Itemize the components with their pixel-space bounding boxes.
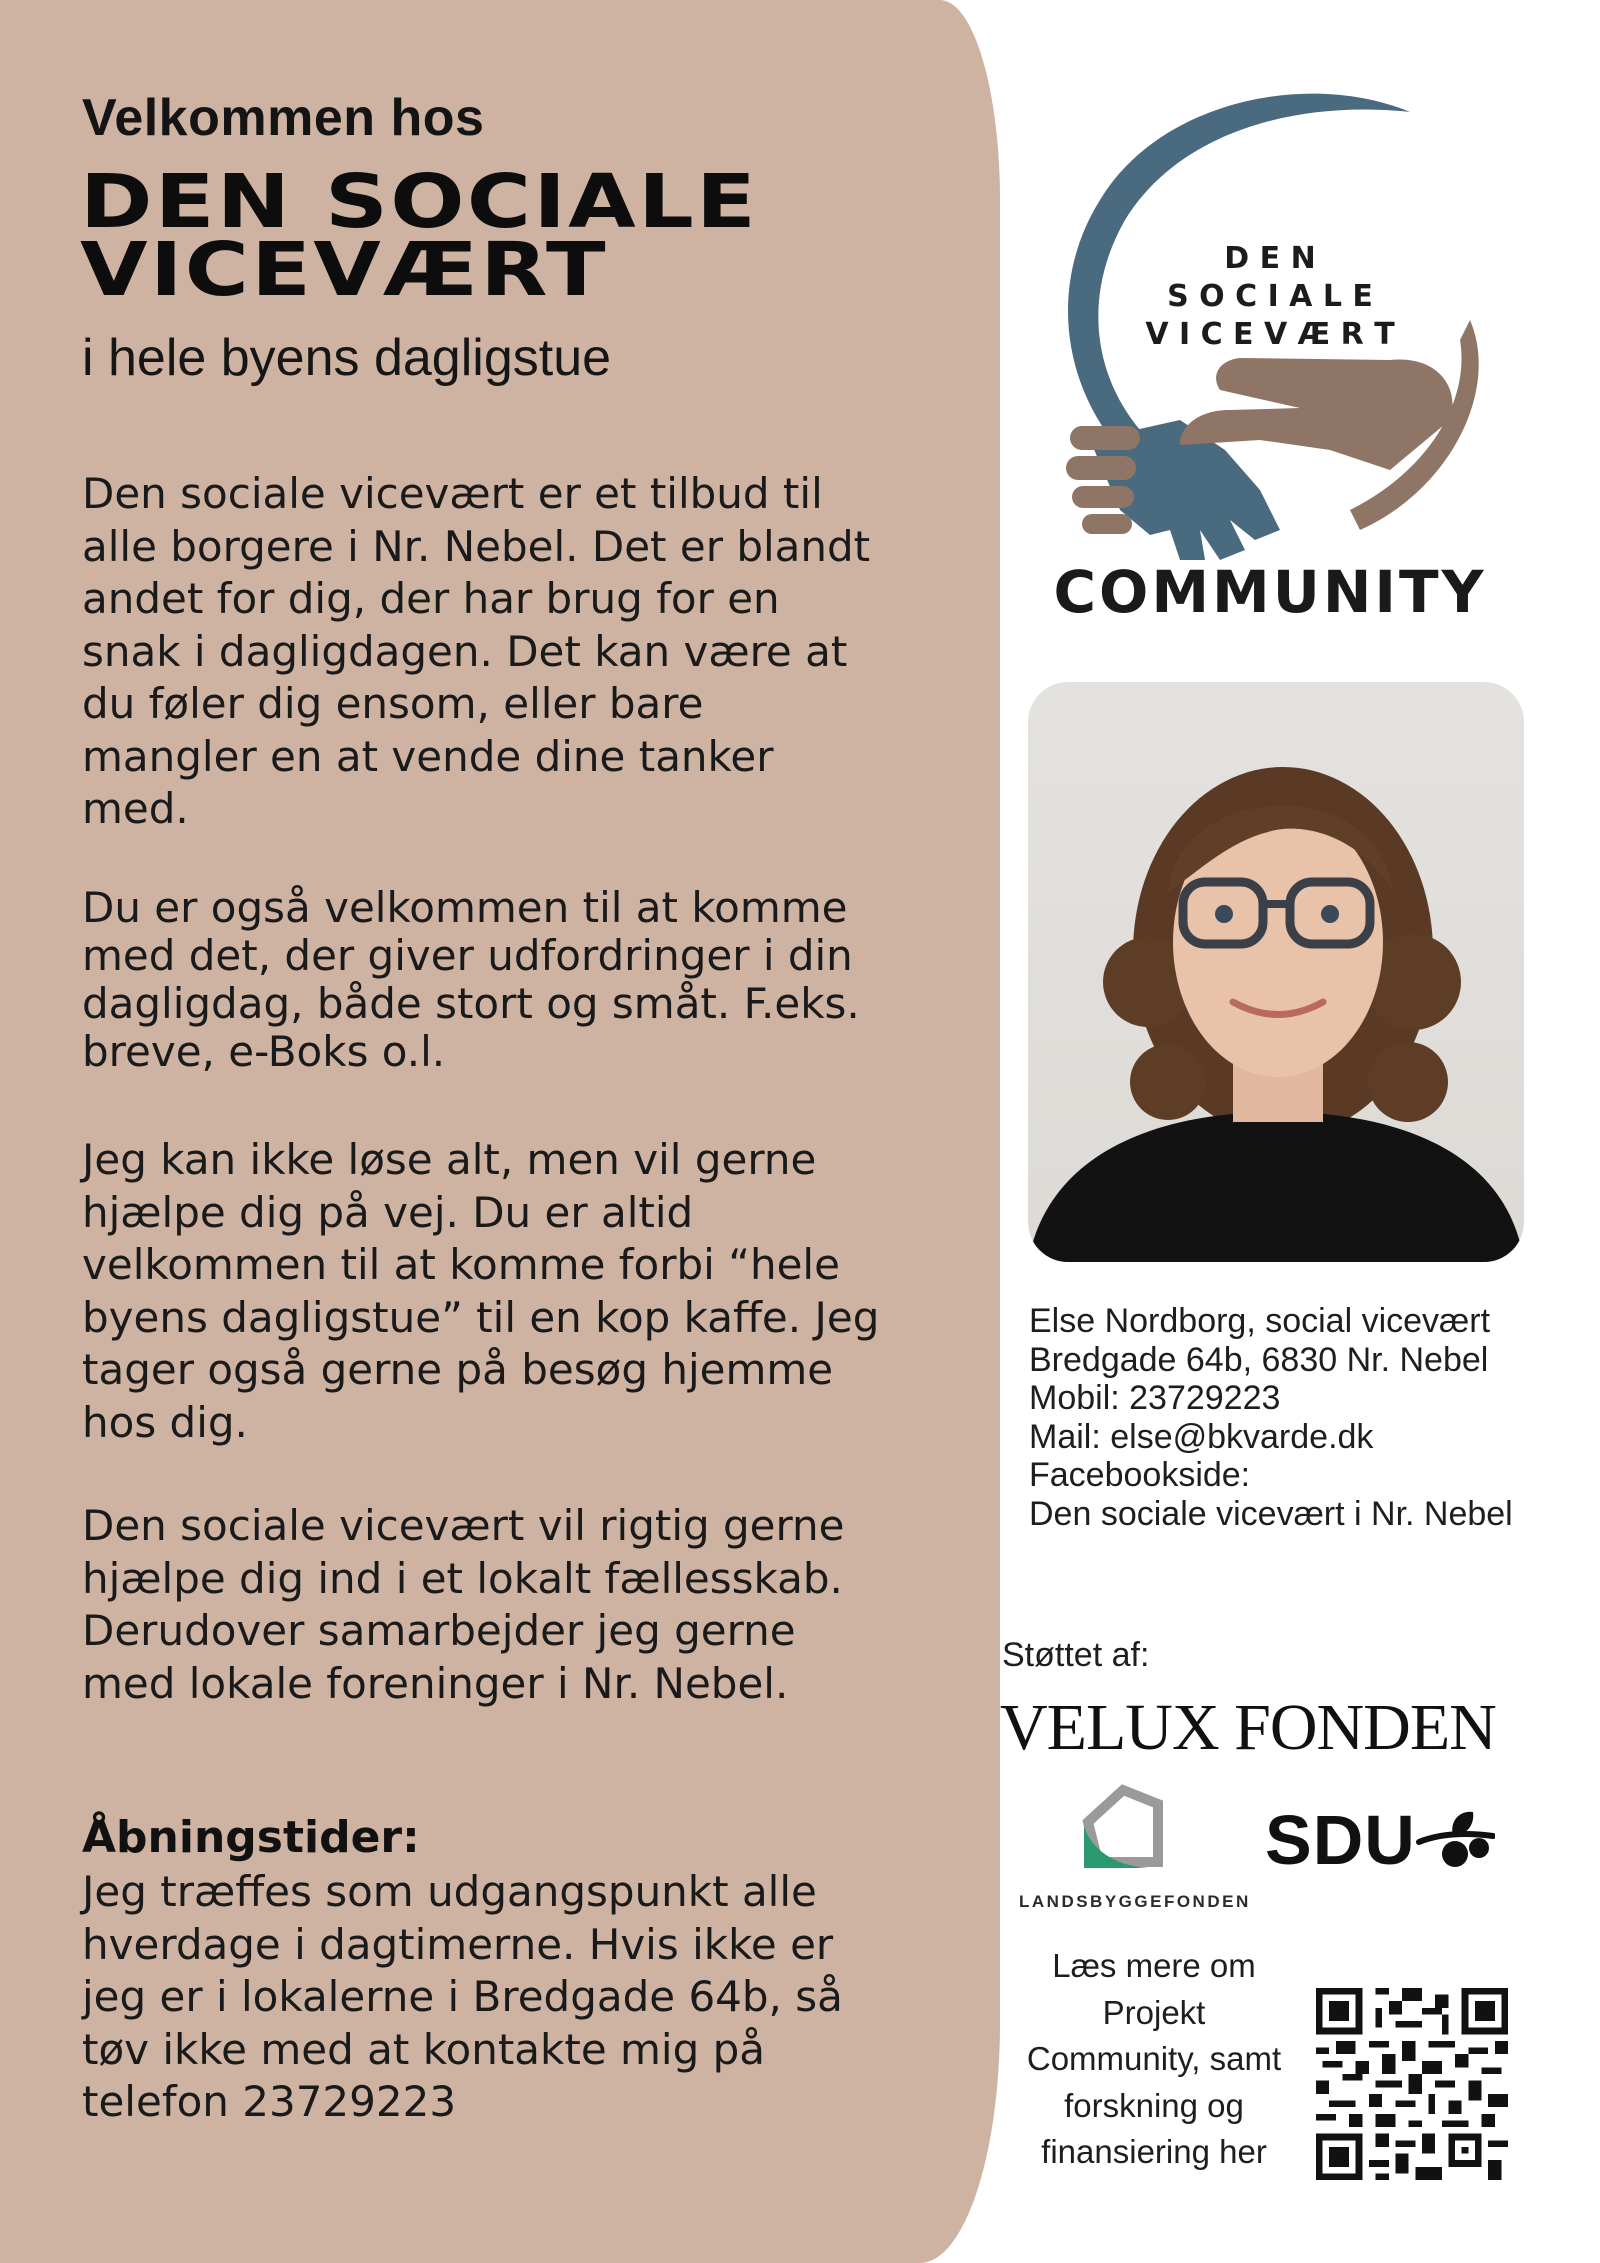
contact-name: Else Nordborg, social vicevært: [1029, 1302, 1491, 1340]
contact-phone[interactable]: Mobil: 23729223: [1029, 1379, 1281, 1417]
contact-facebook-name[interactable]: Den sociale vicevært i Nr. Nebel: [1029, 1494, 1513, 1533]
subtitle: i hele byens dagligstue: [82, 329, 612, 387]
contact-address: Bredgade 64b, 6830 Nr. Nebel: [1029, 1340, 1489, 1379]
contact-mail[interactable]: Mail: else@bkvarde.dk: [1029, 1417, 1374, 1456]
read-more-line-1: Læs mere om: [1052, 1947, 1256, 1984]
contact-info: [1029, 1302, 1513, 1533]
read-more-line-2: Projekt: [1102, 1993, 1206, 2031]
read-more-text: [1004, 1943, 1304, 2176]
portrait-photo: [1028, 682, 1524, 1262]
read-more-line-3: Community, samt: [1026, 2040, 1282, 2077]
sdu-leaf-icon: [1415, 1808, 1495, 1872]
supported-by-label: Støttet af:: [1002, 1636, 1150, 1674]
page-title: [80, 159, 759, 313]
community-paragraph: Den sociale vicevært vil rigtig gerne hjælpe dig ind i et lokalt fællesskab. Derudover samarbejder jeg gerne med lokale foreninger i Nr. Nebel.: [82, 1501, 845, 1708]
logo-line-1: D E N: [1224, 241, 1316, 276]
contact-facebook-label: Facebookside:: [1029, 1456, 1251, 1494]
velux-fonden-logo: VELUX FONDEN: [1000, 1691, 1496, 1764]
qr-code-icon[interactable]: [1316, 1988, 1508, 2180]
portrait-icon: [1028, 682, 1524, 1262]
opening-hours-heading: Åbningstider:: [82, 1812, 420, 1863]
logo-line-2: S O C I A L E: [1167, 279, 1373, 314]
logo-line-3: V I C E V Æ R T: [1145, 317, 1395, 352]
help-paragraph: Jeg kan ikke løse alt, men vil gerne hjælpe dig på vej. Du er altid velkommen til at komme forbi “hele byens dagligstue” til en kop kaffe. Jeg tager også gerne på besøg hjemme hos dig.: [82, 1135, 880, 1447]
intro-paragraph: Den sociale vicevært er et tilbud til alle borgere i Nr. Nebel. Det er blandt andet for dig, der har brug for en snak i dagligdagen. Det kan være at du føler dig ensom, eller bare mangler en at vende dine tanker med.: [82, 469, 871, 833]
sdu-logo: SDU: [1265, 1801, 1416, 1879]
community-logo: [1030, 90, 1510, 630]
title-line-2: VICEVÆRT: [80, 227, 608, 313]
logo-word: COMMUNITY: [1053, 558, 1487, 626]
landsbyggefonden-logo-icon: [1078, 1782, 1164, 1872]
landsbyggefonden-text: LANDSBYGGEFONDEN: [1019, 1892, 1251, 1911]
opening-hours-text: Jeg træffes som udgangspunkt alle hverdage i dagtimerne. Hvis ikke er jeg er i lokalerne i Bredgade 64b, så tøv ikke med at kontakte mig på telefon 23729223: [82, 1867, 843, 2126]
challenges-paragraph: Du er også velkommen til at komme med det, der giver udfordringer i din dagligdag, både stort og småt. F.eks. breve, e-Boks o.l.: [82, 883, 860, 1076]
welcome-heading: Velkommen hos: [82, 89, 485, 147]
read-more-line-5: finansiering her: [1041, 2133, 1267, 2170]
read-more-line-4: forskning og: [1064, 2086, 1244, 2124]
title-line-1: DEN SOCIALE: [80, 159, 759, 245]
